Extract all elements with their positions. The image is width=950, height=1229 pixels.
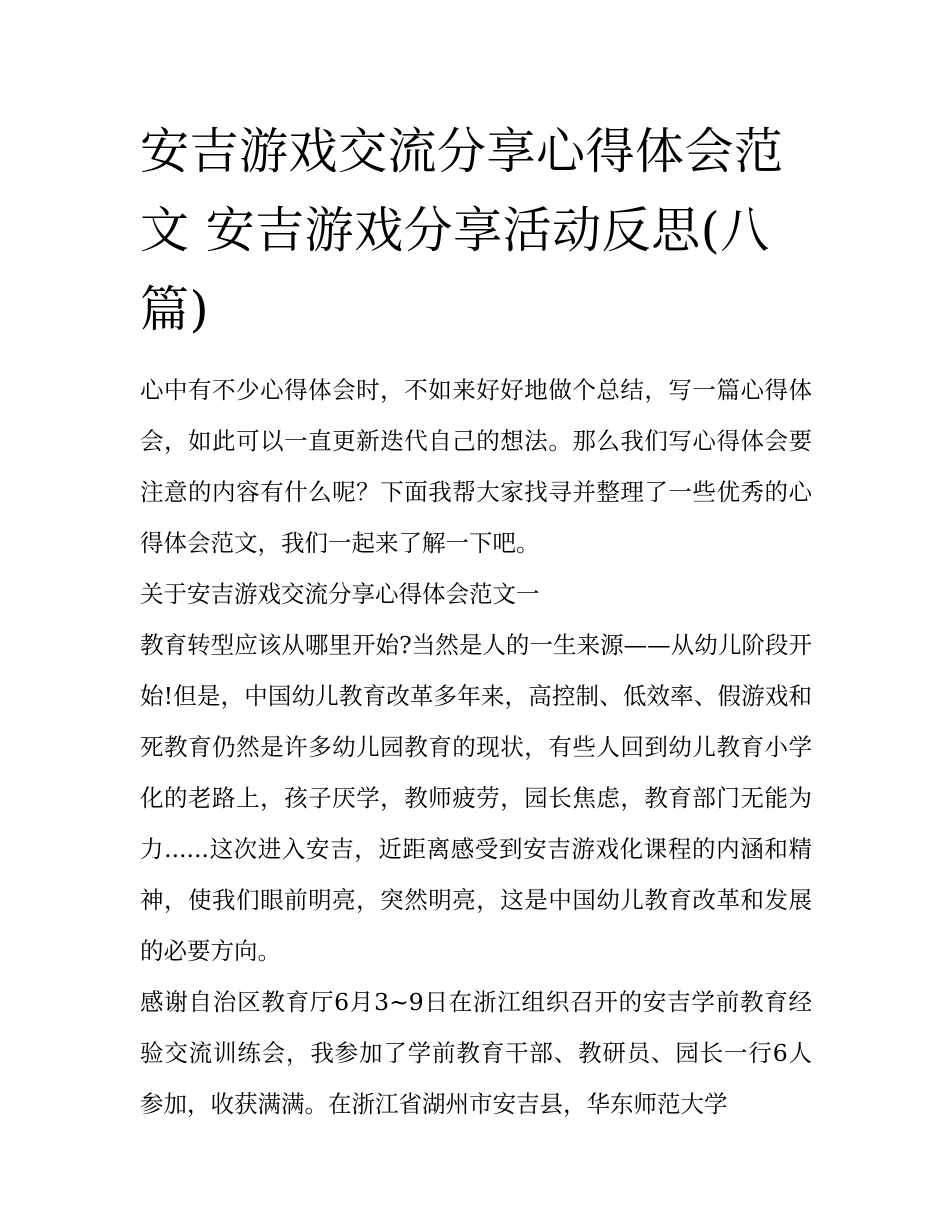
intro-paragraph: 心中有不少心得体会时，不如来好好地做个总结，写一篇心得体会，如此可以一直更新迭代自己的想法。那么我们写心得体会要注意的内容有什么呢？下面我帮大家找寻并整理了一些优秀的心得体会范文，我们一起来了解一下吧。 — [140, 376, 812, 557]
body-paragraph-2: 感谢自治区教育厅6月3~9日在浙江组织召开的安吉学前教育经验交流训练会，我参加了学前教育干部、教研员、园长一行6人参加，收获满满。在浙江省湖州市安吉县，华东师范大学 — [140, 988, 812, 1118]
document-page — [140, 112, 812, 1130]
section-heading: 关于安吉游戏交流分享心得体会范文一 — [140, 580, 540, 608]
document-title: 安吉游戏交流分享心得体会范文 安吉游戏分享活动反思(八篇) — [140, 123, 784, 338]
body-paragraph-1: 教育转型应该从哪里开始?当然是人的一生来源——从幼儿阶段开始!但是，中国幼儿教育改革多年来，高控制、低效率、假游戏和死教育仍然是许多幼儿园教育的现状，有些人回到幼儿教育小学化的老路上，孩子厌学，教师疲劳，园长焦虑，教育部门无能为力......这次进入安吉，近距离感受到安吉游戏化课程的内涵和精神，使我们眼前明亮，突然明亮，这是中国幼儿教育改革和发展的必要方向。 — [140, 631, 812, 965]
